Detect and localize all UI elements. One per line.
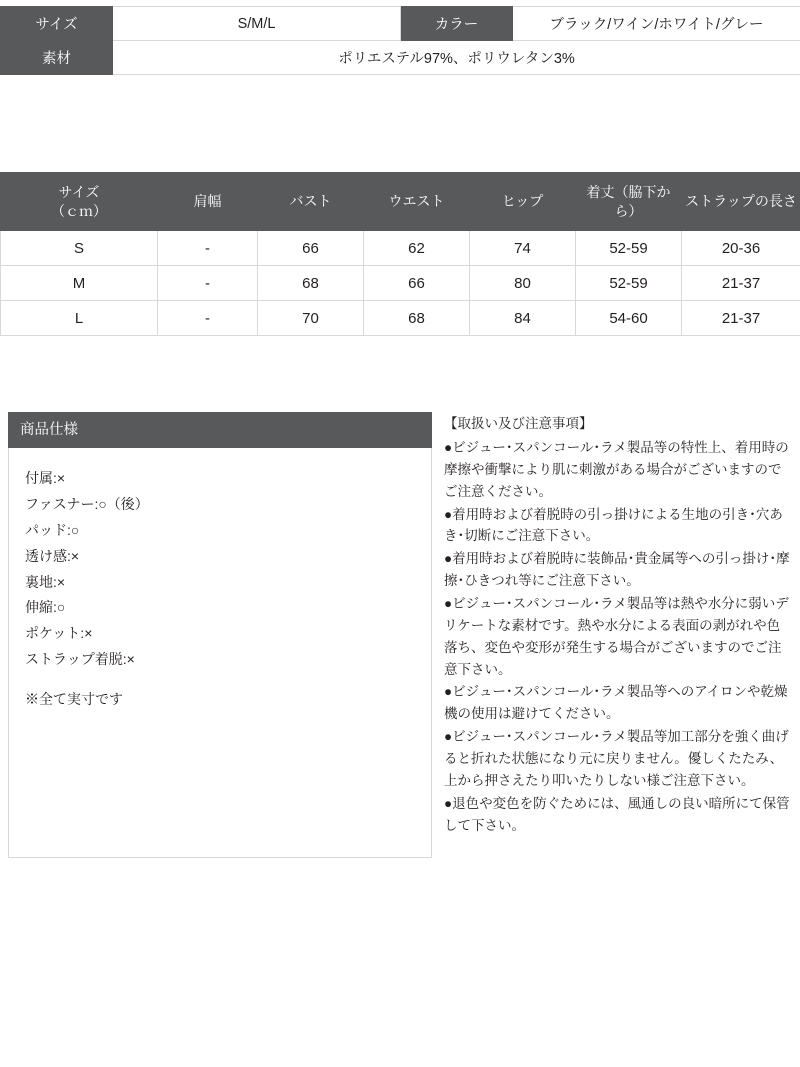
- column-header-bust: バスト: [258, 173, 364, 231]
- cell-length: 52-59: [576, 231, 682, 266]
- table-row: [1, 231, 800, 266]
- cell-strap: 21-37: [682, 266, 800, 301]
- cell-size: M: [1, 266, 158, 301]
- column-header-length-line2: ら）: [614, 202, 643, 219]
- spec-label-material: 素材: [1, 41, 113, 75]
- bottom-panels: [8, 412, 792, 858]
- spec-value-color: ブラック/ワイン/ホワイト/グレー: [513, 7, 800, 41]
- product-spec-line: 透け感:×: [25, 547, 80, 564]
- product-spec-body: [8, 448, 432, 858]
- cell-length: 54-60: [576, 301, 682, 336]
- spec-label-size: サイズ: [1, 7, 113, 41]
- product-spec-line: ストラップ着脱:×: [25, 651, 135, 668]
- cell-hip: 84: [470, 301, 576, 336]
- care-note-item: ●着用時および着脱時の引っ掛けによる生地の引き･穴あき･切断にご注意下さい。: [444, 506, 783, 544]
- cell-hip: 74: [470, 231, 576, 266]
- table-row: [1, 41, 800, 75]
- product-spec-line: ファスナー:○（後）: [25, 495, 149, 512]
- column-header-hip: ヒップ: [470, 173, 576, 231]
- care-note-item: ●ビジュー･スパンコール･ラメ製品等は熱や水分に弱いデリケートな素材です。熱や水分による表面の剥がれや色落ち、変色や変形が発生する場合がございますのでご注意下さい。: [444, 595, 789, 677]
- cell-hip: 80: [470, 266, 576, 301]
- product-spec-panel: [8, 412, 432, 858]
- cell-size: S: [1, 231, 158, 266]
- size-measurement-table: [0, 172, 800, 336]
- column-header-strap: ストラップの長さ: [682, 173, 800, 231]
- product-spec-line: 伸縮:○: [25, 599, 66, 616]
- care-note-item: ●ビジュー･スパンコール･ラメ製品等の特性上、着用時の摩擦や衝撃により肌に刺激がある場合がございますのでご注意ください。: [444, 439, 789, 499]
- cell-waist: 62: [364, 231, 470, 266]
- table-row: [1, 7, 800, 41]
- product-spec-line: 裏地:×: [25, 573, 66, 590]
- column-header-size: [1, 173, 158, 231]
- table-header-row: [1, 173, 800, 231]
- spec-value-size: S/M/L: [113, 7, 401, 41]
- care-note-item: ●着用時および着脱時に装飾品･貴金属等への引っ掛け･摩擦･ひきつれ等にご注意下さい。: [444, 551, 790, 589]
- cell-waist: 66: [364, 266, 470, 301]
- cell-size: L: [1, 301, 158, 336]
- care-note-item: ●ビジュー･スパンコール･ラメ製品等へのアイロンや乾燥機の使用は避けてください。: [444, 684, 788, 722]
- spec-label-color: カラー: [401, 7, 513, 41]
- product-spec-line: 付属:×: [25, 470, 66, 486]
- table-row: [1, 301, 800, 336]
- care-notes-title: 【取扱い及び注意事項】: [444, 416, 593, 431]
- column-header-shoulder: 肩幅: [158, 173, 258, 231]
- spec-value-material: ポリエステル97%、ポリウレタン3%: [113, 41, 800, 75]
- cell-shoulder: -: [158, 266, 258, 301]
- table-row: [1, 266, 800, 301]
- product-spec-line: ポケット:×: [25, 625, 93, 642]
- cell-bust: 70: [258, 301, 364, 336]
- column-header-waist: ウエスト: [364, 173, 470, 231]
- spacer: [25, 673, 415, 687]
- product-spec-title: 商品仕様: [8, 412, 432, 448]
- cell-bust: 66: [258, 231, 364, 266]
- care-note-item: ●退色や変色を防ぐためには、風通しの良い暗所にて保管して下さい。: [444, 795, 790, 833]
- column-header-size-line1: サイズ: [58, 183, 100, 200]
- care-note-item: ●ビジュー･スパンコール･ラメ製品等加工部分を強く曲げると折れた状態になり元に戻りません。優しくたたみ、上から押さえたり叩いたりしない様ご注意下さい。: [444, 729, 789, 788]
- column-header-length: [576, 173, 682, 231]
- cell-shoulder: -: [158, 231, 258, 266]
- spec-table: [0, 6, 800, 75]
- column-header-length-line1: 着丈（脇下か: [586, 183, 671, 200]
- product-spec-line: パッド:○: [25, 521, 80, 538]
- product-spec-footnote: ※全て実寸です: [25, 691, 123, 708]
- cell-shoulder: -: [158, 301, 258, 336]
- cell-bust: 68: [258, 266, 364, 301]
- cell-strap: 20-36: [682, 231, 800, 266]
- care-notes-panel: [444, 412, 792, 837]
- column-header-size-line2: （ｃｍ）: [51, 202, 107, 219]
- cell-length: 52-59: [576, 266, 682, 301]
- cell-strap: 21-37: [682, 301, 800, 336]
- cell-waist: 68: [364, 301, 470, 336]
